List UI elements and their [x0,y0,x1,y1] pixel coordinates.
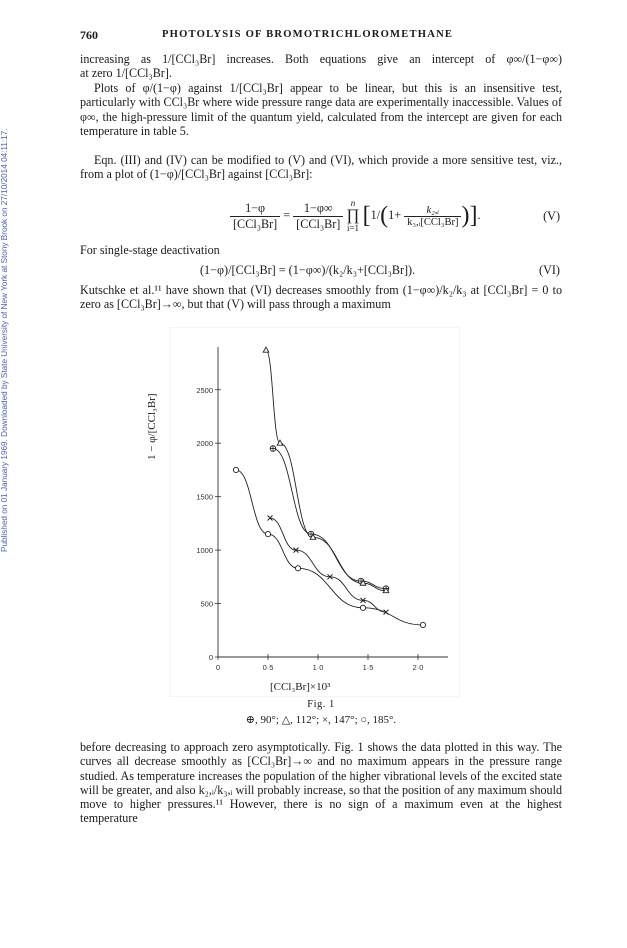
y-tick-label: 2500 [196,385,213,395]
eqV-rhs [293,201,343,232]
eqV-lhs-num: 1−φ [245,200,266,215]
y-tick-label: 500 [200,599,213,609]
y-axis-label: 1 − φ/[CCl₃Br] [146,393,158,460]
equation-VI [80,263,562,279]
figure-1-chart [170,327,460,697]
para2: Plots of φ/(1−φ) against 1/[CCl₃Br] appear to be linear, but this is an insensitive test, particularly with CCl₃Br where wide pressure range data are experimentally inaccessible. Values of φ∞, the high-pressure limit of the quantum yield, calculated from the intercept are given for each temperature in table 5. [80,81,562,138]
paragraph-modified [80,153,562,182]
paragraph-intro [80,52,562,81]
prod-top: n [350,198,356,208]
x-tick-label: 1·0 [312,663,324,672]
eqV-lhs [230,201,280,232]
eqVI-text: (1−φ)/[CCl₃Br] = (1−φ∞)/(k₂/k₃+[CCl₃Br]). [200,263,416,277]
single-stage-label: For single-stage deactivation [80,243,220,257]
eqV-inner-left: 1/ [370,207,381,222]
paragraph-discussion [80,740,562,826]
x-tick-label: 2·0 [412,663,424,672]
product-operator: n ∏ i=1 [346,198,360,233]
eqV-number: (V) [543,209,560,223]
marker-circle [420,622,425,627]
eqV-k-num: k₂,ᵢ [426,204,440,216]
para5: before decreasing to approach zero asymptotically. Fig. 1 shows the data plotted in this way. The curves all decrease smoothly as [CCl₃Br]→∞ and no maximum appears in the pressure range studied. As temperature increases the population of the higher vibrational levels of the excited state will be greater, and also k₂,ᵢ/k₃,ᵢ will probably increase, so that the position of any maximum should move to higher pressures.¹¹ However, there is no sign of a maximum even at the highest temperature [80,740,562,826]
para4: Kutschke et al.¹¹ have shown that (VI) decreases smoothly from (1−φ∞)/k₂/k₃ at [CCl₃Br] = 0 to zero as [CCl₃Br]→∞, but that (V) will pass through a maximum [80,283,562,312]
eqV-rhs-num: 1−φ∞ [303,200,333,215]
marker-circle [233,467,238,472]
eqV-rhs-den: [CCl₃Br] [293,216,343,232]
eqVI-number: (VI) [539,263,560,277]
y-tick-label: 0 [208,653,213,662]
eqV-lhs-den: [CCl₃Br] [230,216,280,232]
x-axis-label: [CCl₃Br]×10³ [270,681,331,693]
marker-circle [295,566,300,571]
eqV-inner-one: 1+ [388,207,402,222]
paragraph-plots [80,81,562,138]
page-number: 760 [80,28,98,42]
eqV-k-ratio [404,205,461,228]
prod-bottom: i=1 [346,223,360,233]
chart-frame [170,327,460,697]
para1-line1: increasing as 1/[CCl₃Br] increases. Both equations give an intercept of φ∞/(1−φ∞) [80,52,562,66]
eqV-k-den: k₃,ᵢ[CCl₃Br] [404,216,461,228]
marker-circle [265,531,270,536]
x-tick-label: 1·5 [362,663,374,672]
figure-label: Fig. 1 [307,699,335,710]
y-tick-label: 1500 [196,492,213,502]
equation-V: $\frac{1-\varphi}{\text{[CCl₃Br]}}$ = $\frac{1-\varphi\infty}{\text{[CCl₃Br]}}$ n ∏ i=1 [1/(1+ $\frac{\text{k₂,ᵢ}}{\text{k₃,ᵢ[CCl₃Br]}}$ )]. (V) [80,199,562,239]
marker-circle-plus [270,446,276,452]
paragraph-kutschke [80,283,562,312]
y-tick-label: 2000 [196,439,213,449]
para1-line2: at zero 1/[CCl₃Br]. [80,66,172,81]
para3: Eqn. (III) and (IV) can be modified to (V) and (VI), which provide a more sensitive test, viz., from a plot of (1−φ)/[CCl₃Br] against [CCl₃Br]: [80,153,562,182]
running-title: PHOTOLYSIS OF BROMOTRICHLOROMETHANE [162,29,454,40]
figure-legend: ⊕, 90°; △, 112°; ×, 147°; ○, 185°. [245,714,397,726]
y-tick-label: 1000 [196,546,213,556]
x-tick-label: 0 [215,663,221,672]
marker-circle [360,605,365,610]
download-watermark: Published on 01 January 1969. Downloaded by State University of New York at Stony Brook on 27/10/2014 04:11:17. [0,128,9,552]
x-tick-label: 0·5 [262,663,274,672]
